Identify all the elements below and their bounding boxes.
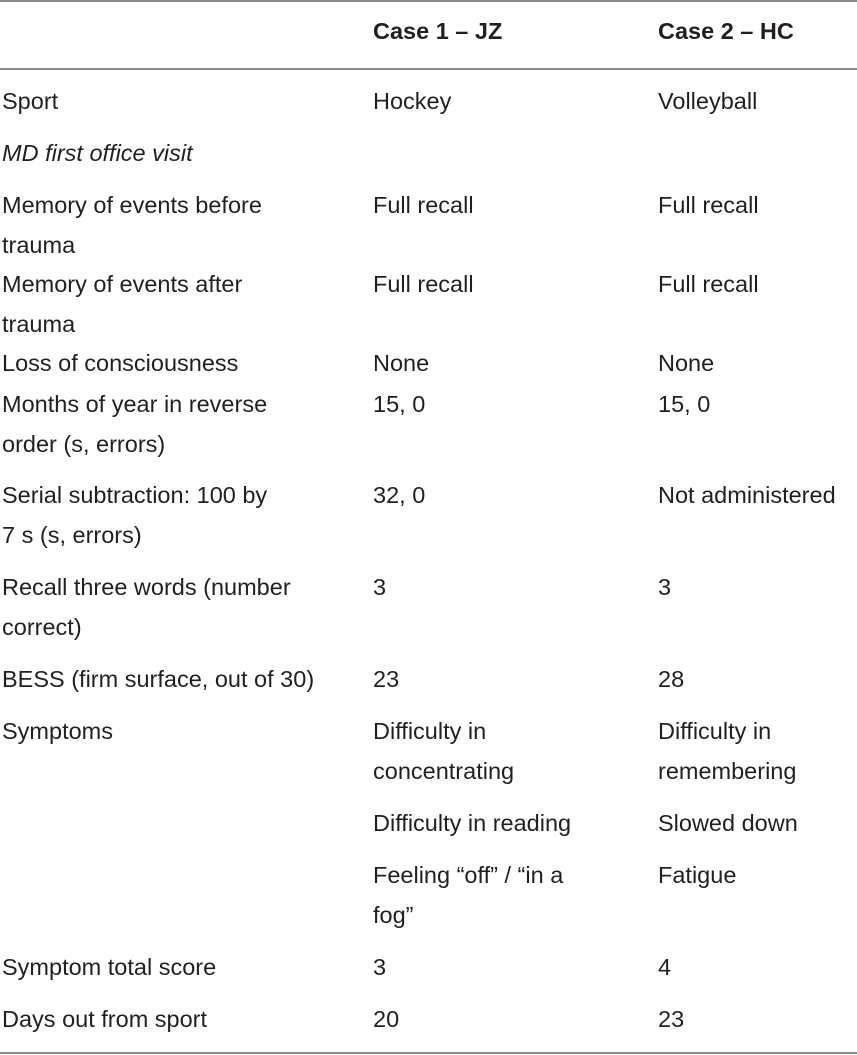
row-symptoms-case1-line2: concentrating — [373, 758, 515, 784]
row-days-out-case1: 20 — [373, 1006, 400, 1032]
row-symptoms3-case2: Fatigue — [658, 862, 737, 888]
row-symptoms3-case1-line1: Feeling “off” / “in a — [373, 862, 564, 888]
row-loc-label: Loss of consciousness — [2, 350, 239, 376]
row-sport-case2: Volleyball — [658, 88, 758, 114]
row-memory-before-label-2: trauma — [2, 232, 76, 258]
row-recall-case2: 3 — [658, 574, 672, 600]
row-sport-case1: Hockey — [373, 88, 452, 114]
row-memory-before-case1: Full recall — [373, 192, 474, 218]
row-serial-case2: Not administered — [658, 482, 836, 508]
row-days-out-label: Days out from sport — [2, 1006, 208, 1032]
row-months-label-2: order (s, errors) — [2, 431, 166, 457]
row-memory-after-case1: Full recall — [373, 271, 474, 297]
header-case-2: Case 2 – HC — [658, 18, 794, 44]
row-symptom-score-case1: 3 — [373, 954, 387, 980]
table-top-rule — [0, 0, 857, 2]
row-memory-before-label-1: Memory of events before — [2, 192, 262, 218]
row-loc-case1: None — [373, 350, 430, 376]
row-months-case2: 15, 0 — [658, 391, 711, 417]
row-sport-label: Sport — [2, 88, 59, 114]
row-symptoms3-case1-line2: fog” — [373, 902, 414, 928]
row-serial-label-1: Serial subtraction: 100 by — [2, 482, 268, 508]
row-bess-case1: 23 — [373, 666, 400, 692]
row-serial-case1: 32, 0 — [373, 482, 426, 508]
row-symptoms-case2-line1: Difficulty in — [658, 718, 772, 744]
row-symptoms2-case1: Difficulty in reading — [373, 810, 572, 836]
row-bess-label: BESS (firm surface, out of 30) — [2, 666, 315, 692]
row-symptoms2-case2: Slowed down — [658, 810, 798, 836]
row-months-case1: 15, 0 — [373, 391, 426, 417]
row-symptoms-label: Symptoms — [2, 718, 113, 744]
row-memory-after-label-2: trauma — [2, 311, 76, 337]
row-months-label-1: Months of year in reverse — [2, 391, 268, 417]
row-symptom-score-label: Symptom total score — [2, 954, 217, 980]
row-symptoms-case1-line1: Difficulty in — [373, 718, 487, 744]
header-case-1: Case 1 – JZ — [373, 18, 503, 44]
row-loc-case2: None — [658, 350, 715, 376]
row-symptom-score-case2: 4 — [658, 954, 672, 980]
row-recall-case1: 3 — [373, 574, 387, 600]
row-bess-case2: 28 — [658, 666, 685, 692]
row-serial-label-2: 7 s (s, errors) — [2, 522, 142, 548]
table-bottom-rule — [0, 1052, 857, 1054]
row-memory-before-case2: Full recall — [658, 192, 759, 218]
row-memory-after-case2: Full recall — [658, 271, 759, 297]
row-recall-label-2: correct) — [2, 614, 82, 640]
row-days-out-case2: 23 — [658, 1006, 685, 1032]
table-header-rule — [0, 68, 857, 70]
row-md-visit-label: MD first office visit — [2, 140, 193, 166]
row-recall-label-1: Recall three words (number — [2, 574, 291, 600]
row-memory-after-label-1: Memory of events after — [2, 271, 243, 297]
row-symptoms-case2-line2: remembering — [658, 758, 797, 784]
